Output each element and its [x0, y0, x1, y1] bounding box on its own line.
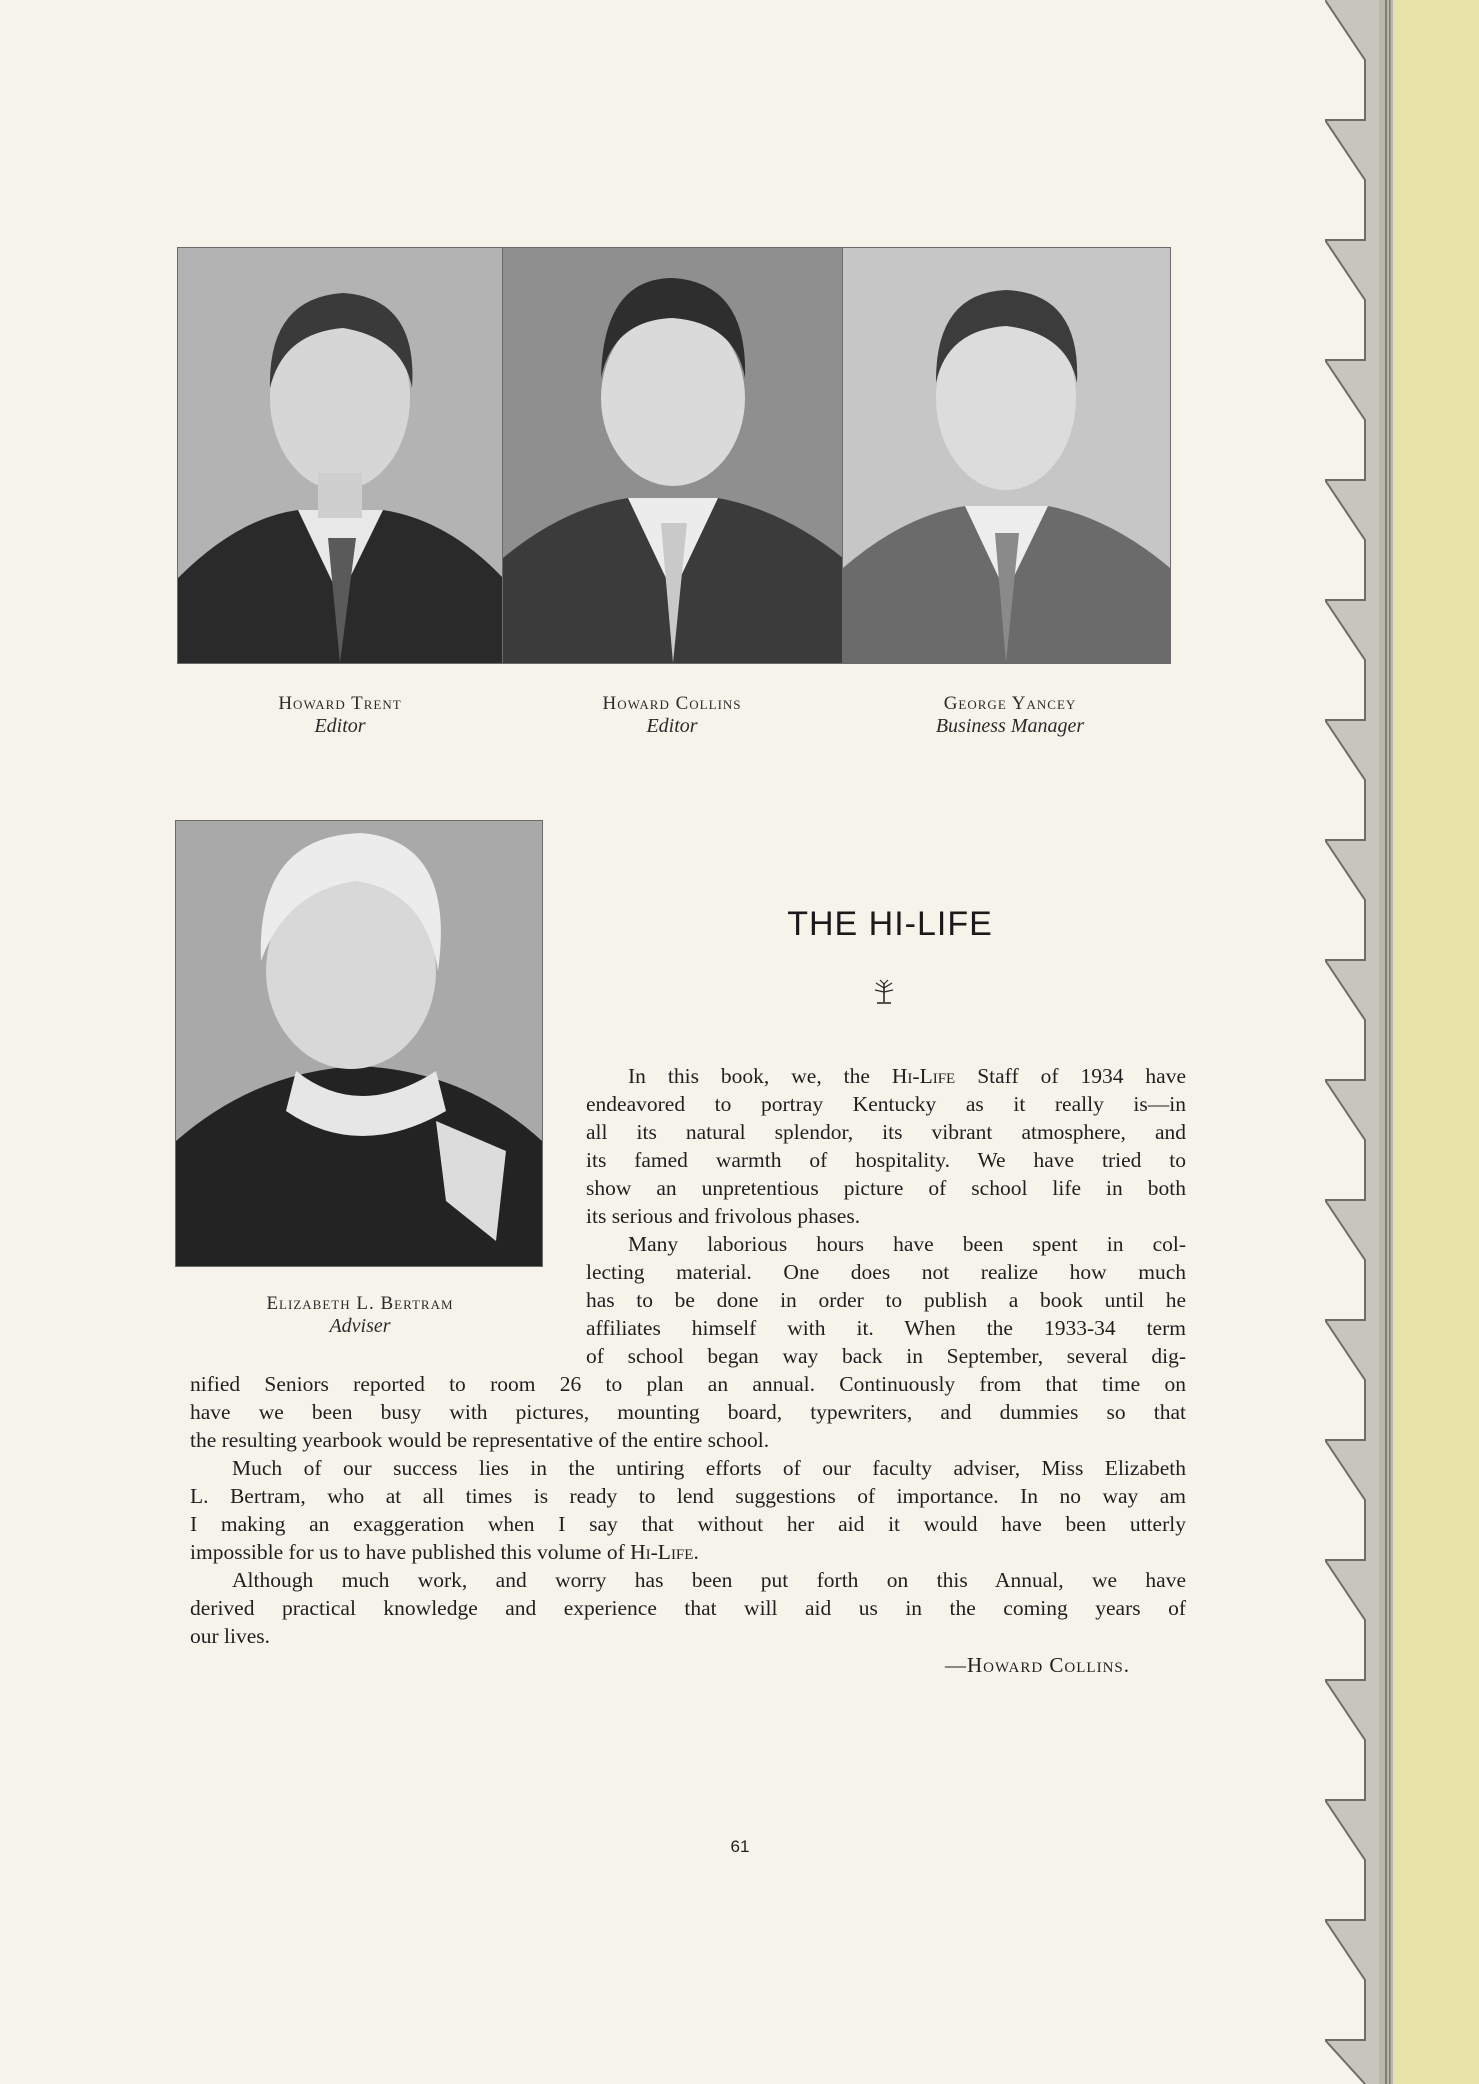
- text-line: impossible for us to have published this volume of Hi-Life.: [190, 1540, 699, 1564]
- text-line: In this book, we, the Hi-Life Staff of 1934 have: [628, 1064, 1187, 1088]
- caption-elizabeth-bertram: [200, 1292, 520, 1338]
- text-line: Many laborious hours have been spent in col-: [628, 1232, 1186, 1256]
- staff-role: Business Manager: [935, 715, 1085, 737]
- text-line: its famed warmth of hospitality. We have tried to: [586, 1148, 1186, 1172]
- article-body-wide: [190, 1370, 1186, 1650]
- text-line: affiliates himself with it. When the 1933-34 term: [586, 1316, 1186, 1340]
- text-line: Much of our success lies in the untiring efforts of our faculty adviser, Miss Elizabeth: [232, 1456, 1186, 1480]
- staff-name: George Yancey: [943, 693, 1077, 714]
- text-line: of school began way back in September, several dig-: [586, 1344, 1186, 1368]
- article-signature: —Howard Collins.: [945, 1653, 1130, 1677]
- page-edge-tabs: [1325, 0, 1479, 2084]
- staff-role: Editor: [314, 715, 366, 737]
- text-line: endeavored to portray Kentucky as it really is—in: [586, 1092, 1186, 1116]
- text-line: I making an exaggeration when I say that without her aid it would have been utterly: [190, 1512, 1186, 1536]
- text-line: all its natural splendor, its vibrant atmosphere, and: [586, 1120, 1186, 1144]
- photo-howard-trent: [177, 247, 504, 664]
- text-line: Although much work, and worry has been put forth on this Annual, we have: [232, 1568, 1186, 1592]
- photo-elizabeth-bertram: [175, 820, 543, 1267]
- text-line: lecting material. One does not realize how much: [586, 1260, 1186, 1284]
- adviser-role: Adviser: [329, 1315, 391, 1337]
- text-line: its serious and frivolous phases.: [586, 1204, 861, 1228]
- text-line: the resulting yearbook would be representative of the entire school.: [190, 1428, 770, 1452]
- text-line: L. Bertram, who at all times is ready to lend suggestions of importance. In no way am: [190, 1484, 1186, 1508]
- caption-howard-collins: [532, 692, 812, 738]
- text-line: derived practical knowledge and experience that will aid us in the coming years of: [190, 1596, 1186, 1620]
- staff-name: Howard Collins: [602, 693, 742, 714]
- text-line: nified Seniors reported to room 26 to plan an annual. Continuously from that time on: [190, 1372, 1186, 1396]
- article-column: [586, 1062, 1186, 1370]
- caption-george-yancey: [860, 692, 1160, 738]
- page-number: 61: [730, 1837, 750, 1856]
- photo-howard-collins: [502, 247, 844, 664]
- tree-ornament-icon: [871, 978, 897, 1008]
- text-line: have we been busy with pictures, mounting board, typewriters, and dummies so that: [190, 1400, 1186, 1424]
- caption-howard-trent: [200, 692, 480, 738]
- article-title: THE HI-LIFE: [787, 905, 993, 943]
- photo-george-yancey: [842, 247, 1171, 664]
- staff-name: Howard Trent: [278, 693, 402, 714]
- adviser-name: Elizabeth L. Bertram: [266, 1293, 454, 1314]
- text-line: our lives.: [190, 1624, 271, 1648]
- text-line: has to be done in order to publish a book until he: [586, 1288, 1186, 1312]
- staff-role: Editor: [646, 715, 698, 737]
- text-line: show an unpretentious picture of school life in both: [586, 1176, 1186, 1200]
